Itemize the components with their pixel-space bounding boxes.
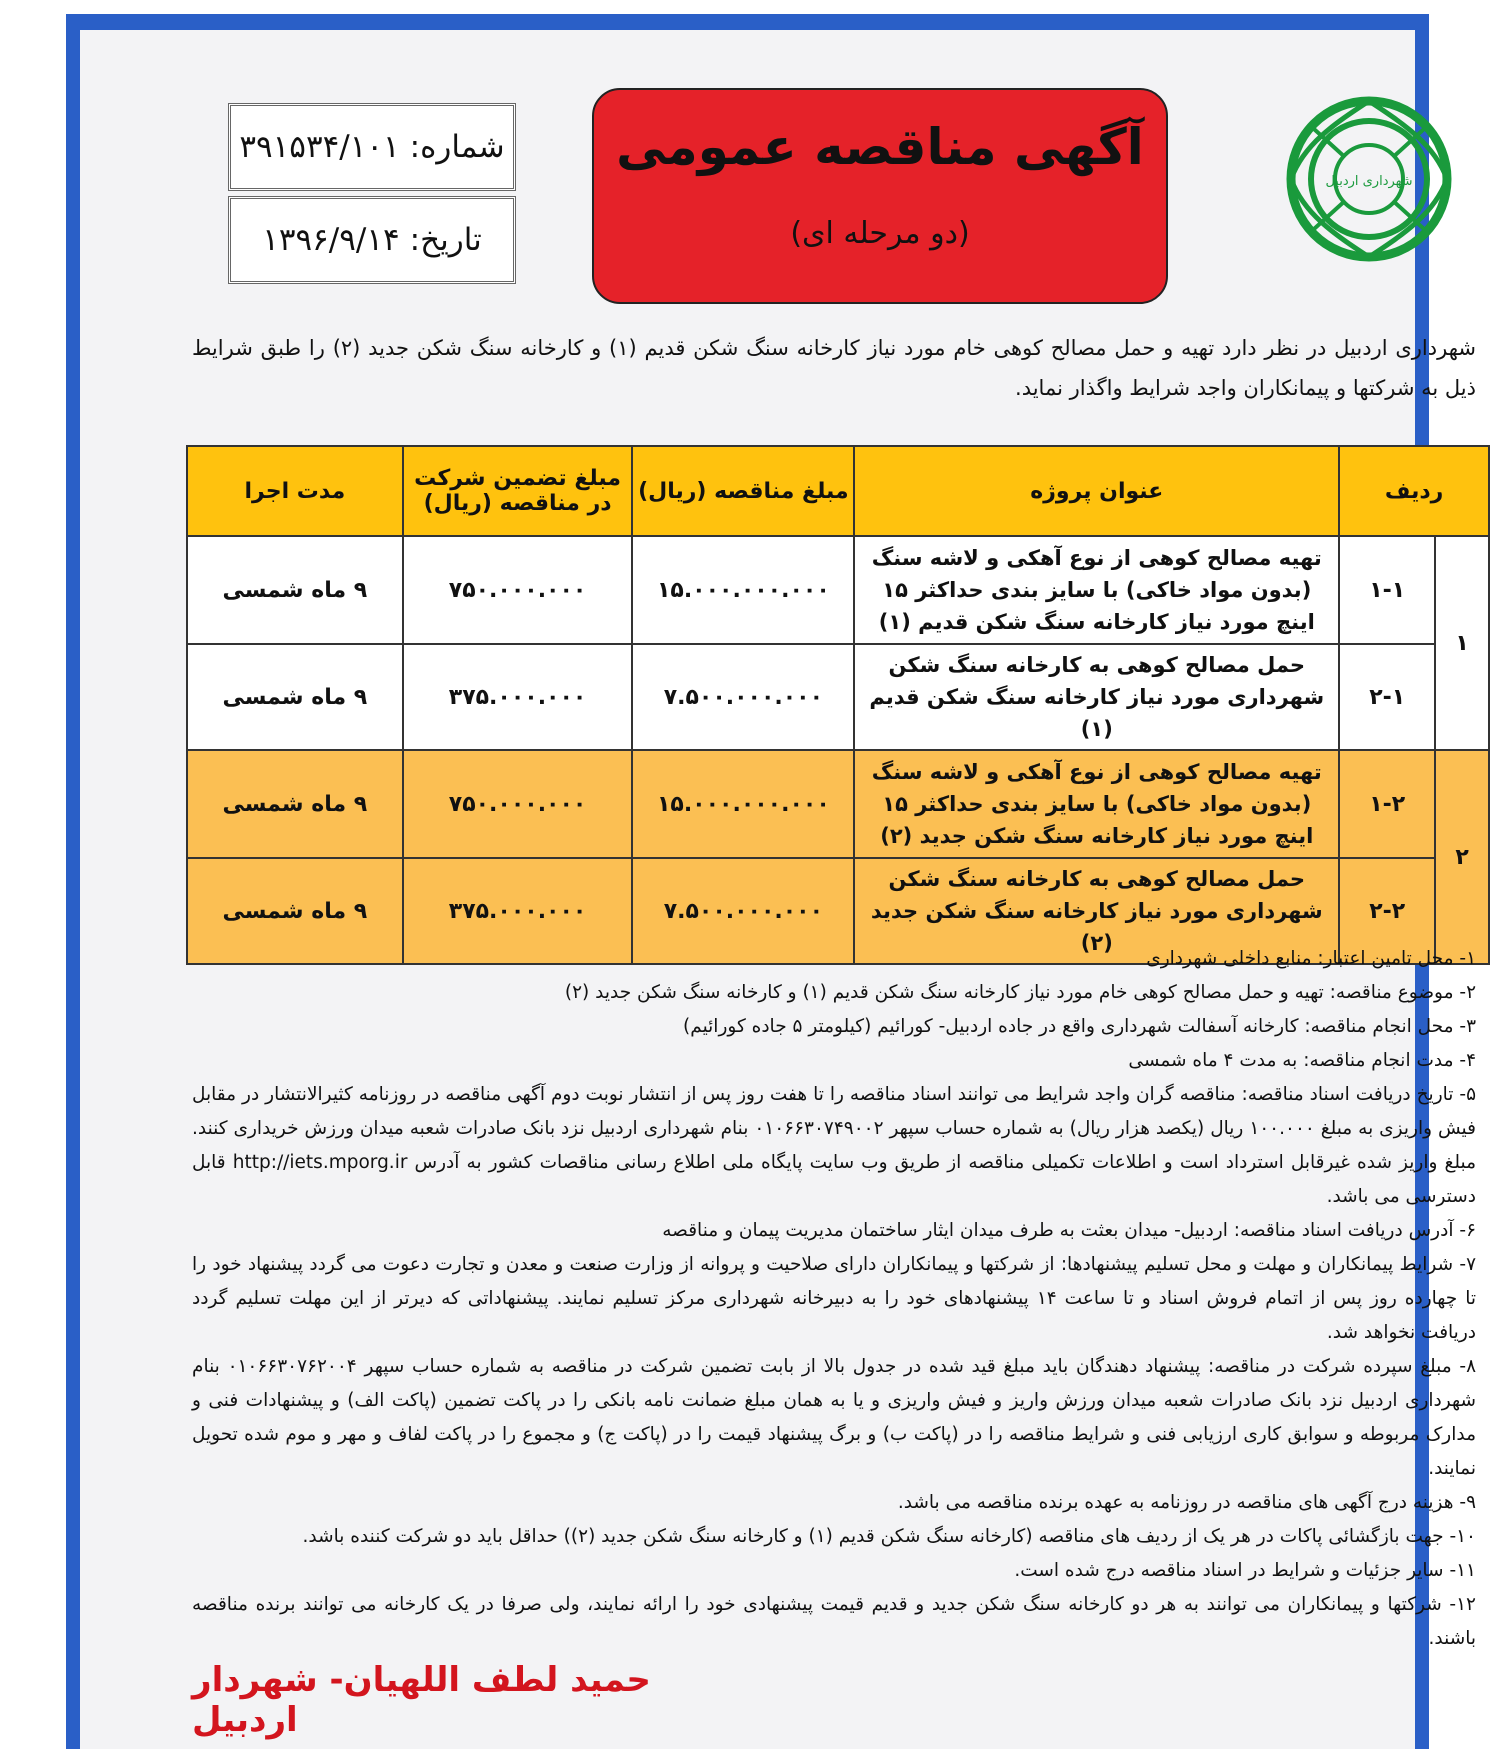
tender-amount: ۱۵.۰۰۰.۰۰۰.۰۰۰ [632, 750, 854, 858]
tender-amount: ۷.۵۰۰.۰۰۰.۰۰۰ [632, 858, 854, 964]
project-title: تهیه مصالح کوهی از نوع آهکی و لاشه سنگ (بدون مواد خاکی) با سایز بندی حداکثر ۱۵ اینچ مورد نیاز کارخانه سنگ شکن قدیم (۱) [854, 536, 1339, 644]
group-number: ۲ [1435, 750, 1489, 964]
svg-text:شهرداری اردبیل: شهرداری اردبیل [1325, 174, 1413, 189]
table-row [187, 750, 1489, 858]
duration: ۹ ماه شمسی [187, 644, 403, 750]
duration: ۹ ماه شمسی [187, 858, 403, 964]
notice-subtitle: (دو مرحله ای) [790, 216, 970, 251]
title-box [592, 88, 1168, 304]
guarantee-amount: ۷۵۰.۰۰۰.۰۰۰ [403, 536, 633, 644]
notice-title: آگهی مناقصه عمومی [616, 118, 1144, 176]
table-header-row [187, 446, 1489, 536]
condition-item: ۱۰- جهت بازگشائی پاکات در هر یک از ردیف های مناقصه (کارخانه سنگ شکن قدیم (۱) و کارخانه سنگ شکن جدید (۲)) حداقل باید دو شرکت کننده باشد. [302, 1526, 1476, 1547]
condition-item: ۷- شرایط پیمانکاران و مهلت و محل تسلیم پیشنهادها: از شرکتها و پیمانکاران دارای صلاحیت و پروانه از وزارت صنعت و معدن و تجارت دعوت می گردد پیشنهاد خود را تا چهارده روز پس از اتمام فروش اسناد و تا ساعت ۱۴ پیشنهادهای خود را به دبیرخانه شهرداری مرکز تسلیم نمایند. پیشنهاداتی که دیرتر از این مهلت تسلیم گردد دریافت نخواهد شد. [192, 1254, 1476, 1343]
number-label: شماره: [409, 129, 505, 165]
signature: حمید لطف اللهیان- شهردار اردبیل [192, 1660, 651, 1740]
tender-table [186, 445, 1490, 965]
guarantee-amount: ۳۷۵.۰۰۰.۰۰۰ [403, 644, 633, 750]
tender-amount: ۷.۵۰۰.۰۰۰.۰۰۰ [632, 644, 854, 750]
condition-item: ۲- موضوع مناقصه: تهیه و حمل مصالح کوهی خام مورد نیاز کارخانه سنگ شکن قدیم (۱) و کارخانه سنگ شکن جدید (۲) [564, 982, 1476, 1003]
municipality-logo-icon [1284, 84, 1454, 284]
condition-item: ۱۱- سایر جزئیات و شرایط در اسناد مناقصه درج شده است. [1014, 1560, 1476, 1581]
condition-item: ۹- هزینه درج آگهی های مناقصه در روزنامه به عهده برنده مناقصه می باشد. [897, 1492, 1476, 1513]
project-title: حمل مصالح کوهی به کارخانه سنگ شکن شهرداری مورد نیاز کارخانه سنگ شکن جدید (۲) [854, 858, 1339, 964]
number-value: ۳۹۱۵۳۴/۱۰۱ [239, 129, 400, 165]
condition-item: ۵- تاریخ دریافت اسناد مناقصه: مناقصه گران واجد شرایط می توانند اسناد مناقصه را تا هفت روز پس از انتشار نوبت دوم آگهی مناقصه در روزنامه کثیرالانتشار در مقابل فیش واریزی به مبلغ ۱۰۰.۰۰۰ ریال (یکصد هزار ریال) به شماره حساب سپهر ۰۱۰۶۶۳۰۷۴۹۰۰۲ بنام شهرداری اردبیل نزد بانک صادرات شعبه میدان ورزش خریداری کنند. مبلغ واریز شده غیرقابل استرداد است و اطلاعات تکمیلی مناقصه از طریق وب سایت پایگاه ملی اطلاع رسانی مناقصات کشور به آدرس http://iets.mporg.ir قابل دسترسی می باشد. [192, 1084, 1476, 1207]
row-code: ۱-۱ [1339, 536, 1435, 644]
condition-item: ۴- مدت انجام مناقصه: به مدت ۴ ماه شمسی [1128, 1050, 1476, 1071]
condition-item: ۶- آدرس دریافت اسناد مناقصه: اردبیل- میدان بعثت به طرف میدان ایثار ساختمان مدیریت پیمان و مناقصه [662, 1220, 1476, 1241]
duration: ۹ ماه شمسی [187, 536, 403, 644]
guarantee-amount: ۷۵۰.۰۰۰.۰۰۰ [403, 750, 633, 858]
row-code: ۱-۲ [1339, 750, 1435, 858]
intro-paragraph: شهرداری اردبیل در نظر دارد تهیه و حمل مصالح کوهی خام مورد نیاز کارخانه سنگ شکن قدیم (۱) و کارخانه سنگ شکن جدید (۲) را طبق شرایط ذیل به شرکتها و پیمانکاران واجد شرایط واگذار نماید. [192, 336, 1476, 400]
table-row [187, 644, 1489, 750]
condition-item: ۱۲- شرکتها و پیمانکاران می توانند به هر دو کارخانه سنگ شکن جدید و قدیم قیمت پیشنهادی خود را ارائه نمایند، ولی صرفا در یک کارخانه می توانند برنده مناقصه باشند. [192, 1594, 1476, 1649]
table-row [187, 536, 1489, 644]
guarantee-amount: ۳۷۵.۰۰۰.۰۰۰ [403, 858, 633, 964]
header-guarantee: مبلغ تضمین شرکت در مناقصه (ریال) [403, 446, 633, 536]
notice-paper [80, 30, 1477, 1749]
row-code: ۲-۱ [1339, 644, 1435, 750]
condition-item: ۳- محل انجام مناقصه: کارخانه آسفالت شهرداری واقع در جاده اردبیل- کورائیم (کیلومتر ۵ جاده کورائیم) [683, 1016, 1476, 1037]
date-box [228, 196, 516, 284]
condition-item: ۱- محل تامین اعتبار: منابع داخلی شهرداری [1146, 948, 1476, 969]
project-title: تهیه مصالح کوهی از نوع آهکی و لاشه سنگ (بدون مواد خاکی) با سایز بندی حداکثر ۱۵ اینچ مورد نیاز کارخانه سنگ شکن جدید (۲) [854, 750, 1339, 858]
project-title: حمل مصالح کوهی به کارخانه سنگ شکن شهرداری مورد نیاز کارخانه سنگ شکن قدیم (۱) [854, 644, 1339, 750]
tender-amount: ۱۵.۰۰۰.۰۰۰.۰۰۰ [632, 536, 854, 644]
header-amount: مبلغ مناقصه (ریال) [632, 446, 854, 536]
header-duration: مدت اجرا [187, 446, 403, 536]
group-number: ۱ [1435, 536, 1489, 750]
duration: ۹ ماه شمسی [187, 750, 403, 858]
conditions-list [192, 942, 1476, 1656]
condition-item: ۸- مبلغ سپرده شرکت در مناقصه: پیشنهاد دهندگان باید مبلغ قید شده در جدول بالا از بابت تضمین شرکت در مناقصه به شماره حساب سپهر ۰۱۰۶۶۳۰۷۶۲۰۰۴ بنام شهرداری اردبیل نزد بانک صادرات شعبه میدان ورزش واریز و فیش واریزی و یا به همان مبلغ ضمانت نامه بانکی را در پاکت تضمین (پاکت الف) و پیشنهادات فنی و مدارک مربوطه و سوابق کاری ارزیابی فنی و شرایط مناقصه را در (پاکت ب) و برگ پیشنهاد قیمت را در (پاکت ج) و مجموع را در پاکت لفاف و مهر و موم شده تحویل نمایند. [192, 1356, 1477, 1479]
header-row-no: ردیف [1339, 446, 1489, 536]
row-code: ۲-۲ [1339, 858, 1435, 964]
header-project: عنوان پروژه [854, 446, 1339, 536]
date-value: ۱۳۹۶/۹/۱۴ [262, 222, 400, 258]
date-label: تاریخ: [409, 222, 482, 258]
number-box [228, 103, 516, 191]
